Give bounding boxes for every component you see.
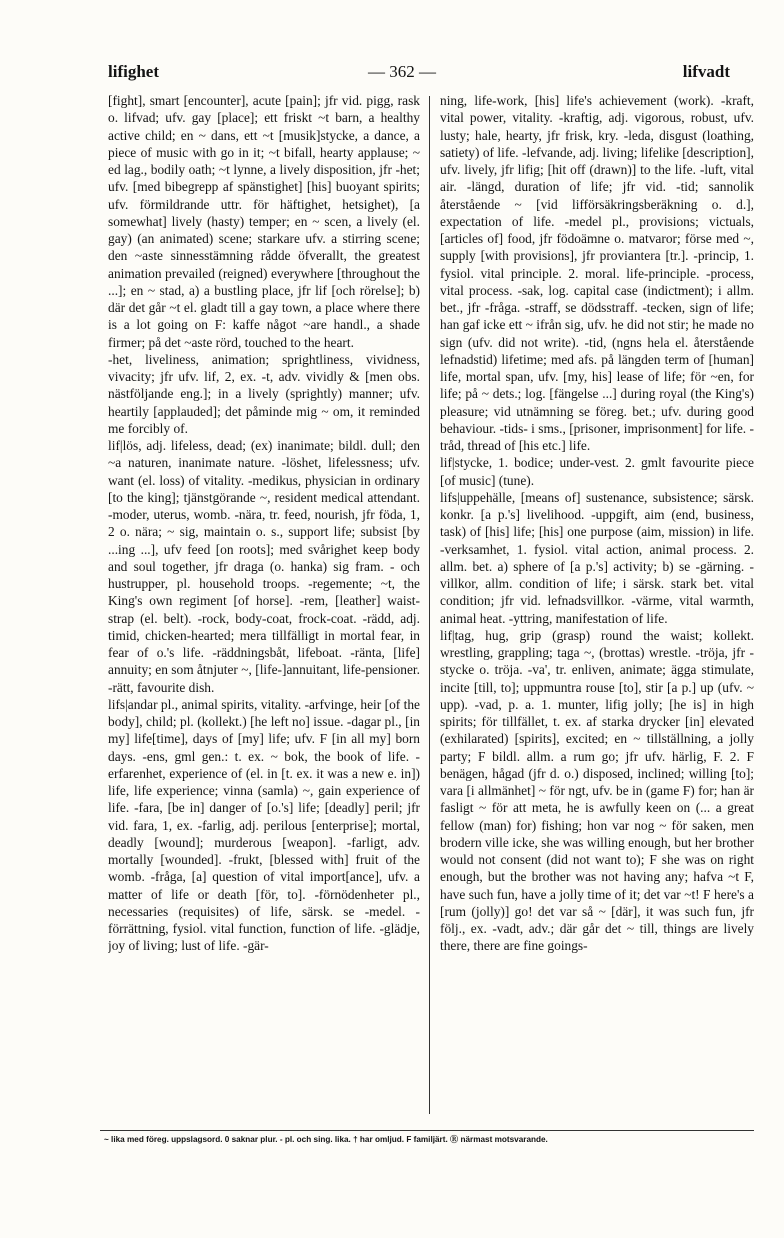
header-right-headword: lifvadt (682, 62, 730, 81)
page-header (108, 58, 730, 88)
entry-paragraph: lif|lös, adj. lifeless, dead; (ex) inanimate; bildl. dull; den ~a naturen, inanimate nature. -löshet, lifelessness; ufv. want (el. loss) of vitality. -medikus, physician in ordinary [to the king]; tjänstgörande ~, resident medical attendant. -moder, uterus, womb. -nära, tr. feed, nourish, jfr föda, 1, 2 o. nära; ~ sig, maintain o. s., support life; subsist [by ...ing ...], ufv feed [on roots]; med svårighet keep body and soul together, jfr draga (o. hanka) sig fram. - och hustrupper, pl. household troops. -regemente; ~t, the King's own regiment [of horse]. -rem, [leather] waist-strap (el. belt). -rock, body-coat, frock-coat. -rädd, adj. timid, chicken-hearted; mera tillfälligt in mortal fear, in fear of o.'s life. -räddningsbåt, lifeboat. -ränta, [life] annuity; en som åtnjuter ~, [life-]annuitant, life-pensioner. -rätt, favourite dish. (108, 438, 420, 695)
entry-paragraph: lif|tag, hug, grip (grasp) round the waist; kollekt. wrestling, grappling; taga ~, (brottas) wrestle. -tröja, jfr -stycke o. tröja. -va', tr. enliven, animate; ägga stimulate, incite [till, to]; uppmuntra rouse [to], stir [a p.] up (ufv. ~ upp). -vad, p. a. 1. munter, lifig jolly; [he is] in high spirits; för tillfället, t. ex. af starka drycker [in] elevated (exhilarated) [spirits], excited; en ~ tillställning, a jolly party; F bildl. allm. a rum go; jfr ufv. härlig, F. 2. F benägen, hågad (jfr d. o.) disposed, inclined; willing [to]; vara [i allmänhet] ~ för ngt, ufv. be in (game F) for; han är fasligt ~ för att meta, he is awfully keen on (... a great fellow (man) for) fishing; hon var nog ~ för saken, men brodern ville icke, she was willing enough, but her brother would not consent (did not want to); F she was on right enough, but the brother was not having any; hafva ~t F, have such fun, have a jolly time of it; det var ~t! F here's a [rum (jolly)] go! det var så ~ [där], it was such fun, jfr följ., ex. -vadt, adv.; där går det ~ till, things are lively there, there are fine goings- (440, 627, 754, 954)
entry-paragraph: lifs|andar pl., animal spirits, vitality. -arfvinge, heir [of the body], child; pl. (kollekt.) [he left no] issue. -dagar pl., [in my] life[time], days of [my] life; ufv. F [in all my] born days. -ens, gml gen.: t. ex. ~ bok, the book of life. -erfarenhet, experience of (el. in [t. ex. it was a new e. in]) life, life experience; vinna (samla) ~, gain experience of life. -fara, [be in] danger of [o.'s] life; [deadly] peril; jfr vid. fara, 1, ex. -farlig, adj. perilous [enterprise]; mortal, deadly [wound]; murderous [weapon]. -farligt, adv. mortally [wounded]. -frukt, [blessed with] fruit of the womb. -fråga, [a] question of vital import[ance], ufv. a matter of life or death [för, to]. -förnödenheter pl., necessaries (requisites) of life, särsk. se -medel. -förrättning, fysiol. vital function, function of life. -glädje, joy of living; lust of life. -gär- (108, 696, 420, 954)
header-left-headword: lifighet (108, 62, 159, 81)
entry-paragraph: [fight], smart [encounter], acute [pain]; jfr vid. pigg, rask o. lifvad; ufv. gay [place]; ett friskt ~t barn, a healthy active child; en ~ dans, ett ~t [musik]stycke, a dance, a piece of music with go in it; ~t bifall, hearty applause; ~ ed lag., bodily oath; ~t lynne, a lively disposition, jfr -het; ufv. [med bibegrepp af spänstighet] [his] buoyant spirits; ufv. förmildrande uttr. för häftighet, hetsighet), [a somewhat] lively (hasty) temper; en ~ scen, a lively (el. gay) (an animated) scene; starkare ufv. a stirring scene; den ~aste sinnesstämning rådde öfverallt, the greatest animation prevailed (reigned) everywhere [throughout the ...]; en ~ stad, a) a bustling place, jfr lif [och rörelse]; b) där det går ~t el. gladt till a gay town, a place where there is a lot going on F: kaffe något ~are handl., a shade firmer; på det ~aste rörd, touched to the heart. (108, 93, 420, 350)
footer-legend: ~ lika med föreg. uppslagsord. 0 saknar plur. - pl. och sing. lika. † har omljud. F familjärt. Ⓡ närmast motsvarande. (104, 1135, 548, 1144)
entry-paragraph: lif|stycke, 1. bodice; under-vest. 2. gmlt favourite piece [of music] (tune). (440, 455, 754, 488)
footer-divider (100, 1130, 754, 1131)
page-number: — 362 — (368, 62, 436, 81)
entry-paragraph: -het, liveliness, animation; sprightliness, vividness, vivacity; jfr ufv. lif, 2, ex. -t, adv. vividly & [men obs. nästföljande eng.]; in a lively (sprightly) manner; ufv. heartily [applauded]; det påminde mig ~ om, it reminded me forcibly of. (108, 351, 420, 436)
column-divider (429, 96, 430, 1114)
right-column (440, 92, 754, 1117)
entry-paragraph: ning, life-work, [his] life's achievement (work). -kraft, vital power, vitality. -kraftig, adj. vigorous, robust, ufv. lusty; hale, hearty, jfr frisk, kry. -leda, disgust (loathing, satiety) of life. -lefvande, adj. living; lifelike [description], ufv. lively, jfr lifig; [hit off (drawn)] to the life. -luft, vital air. -längd, duration of life; jfr vid. -tid; sannolik återstående ~ [vid lifförsäkringsberäkning o. d.], expectation of life. -medel pl., provisions; victuals, [articles of] food, jfr födoämne o. matvaror; förse med ~, supply [with provisions], jfr proviantera [tr.]. -princip, 1. fysiol. vital principle. 2. moral. life-principle. -process, vital process. -sak, log. capital case (indictment); i allm. bet., jfr -fråga. -straff, se dödsstraff. -tecken, sign of life; han gaf icke ett ~ ifrån sig, ufv. he did not stir; he made no sign (ufv. did not write). -tid, (ngns hela el. återstående lefnadstid) lifetime; med afs. på längden term of [human] life, mortal span, ufv. [my, his] lease of life; för ~en, for life; på ~ dets.; log. [fängelse ...] during royal (the King's) pleasure; vid utnämning se föreg. bet.; ufv. during good behaviour. -tids- i sms., [prisoner, imprisonment] for life. -tråd, thread of [his etc.] life. (440, 93, 754, 453)
left-column (108, 92, 420, 1117)
entry-paragraph: lifs|uppehälle, [means of] sustenance, subsistence; särsk. konkr. [a p.'s] livelihood. -uppgift, aim (end, business, task) of [his] life; [his] one purpose (aim, mission) in life. -verksamhet, 1. fysiol. vital action, animal process. 2. allm. bet. a) sphere of [a p.'s] activity; b) se -gärning. -villkor, allm. condition of life; i särsk. stark bet. vital condition; jfr vid. lefnadsvillkor. -värme, vital warmth, animal heat. -yttring, manifestation of life. (440, 489, 754, 626)
